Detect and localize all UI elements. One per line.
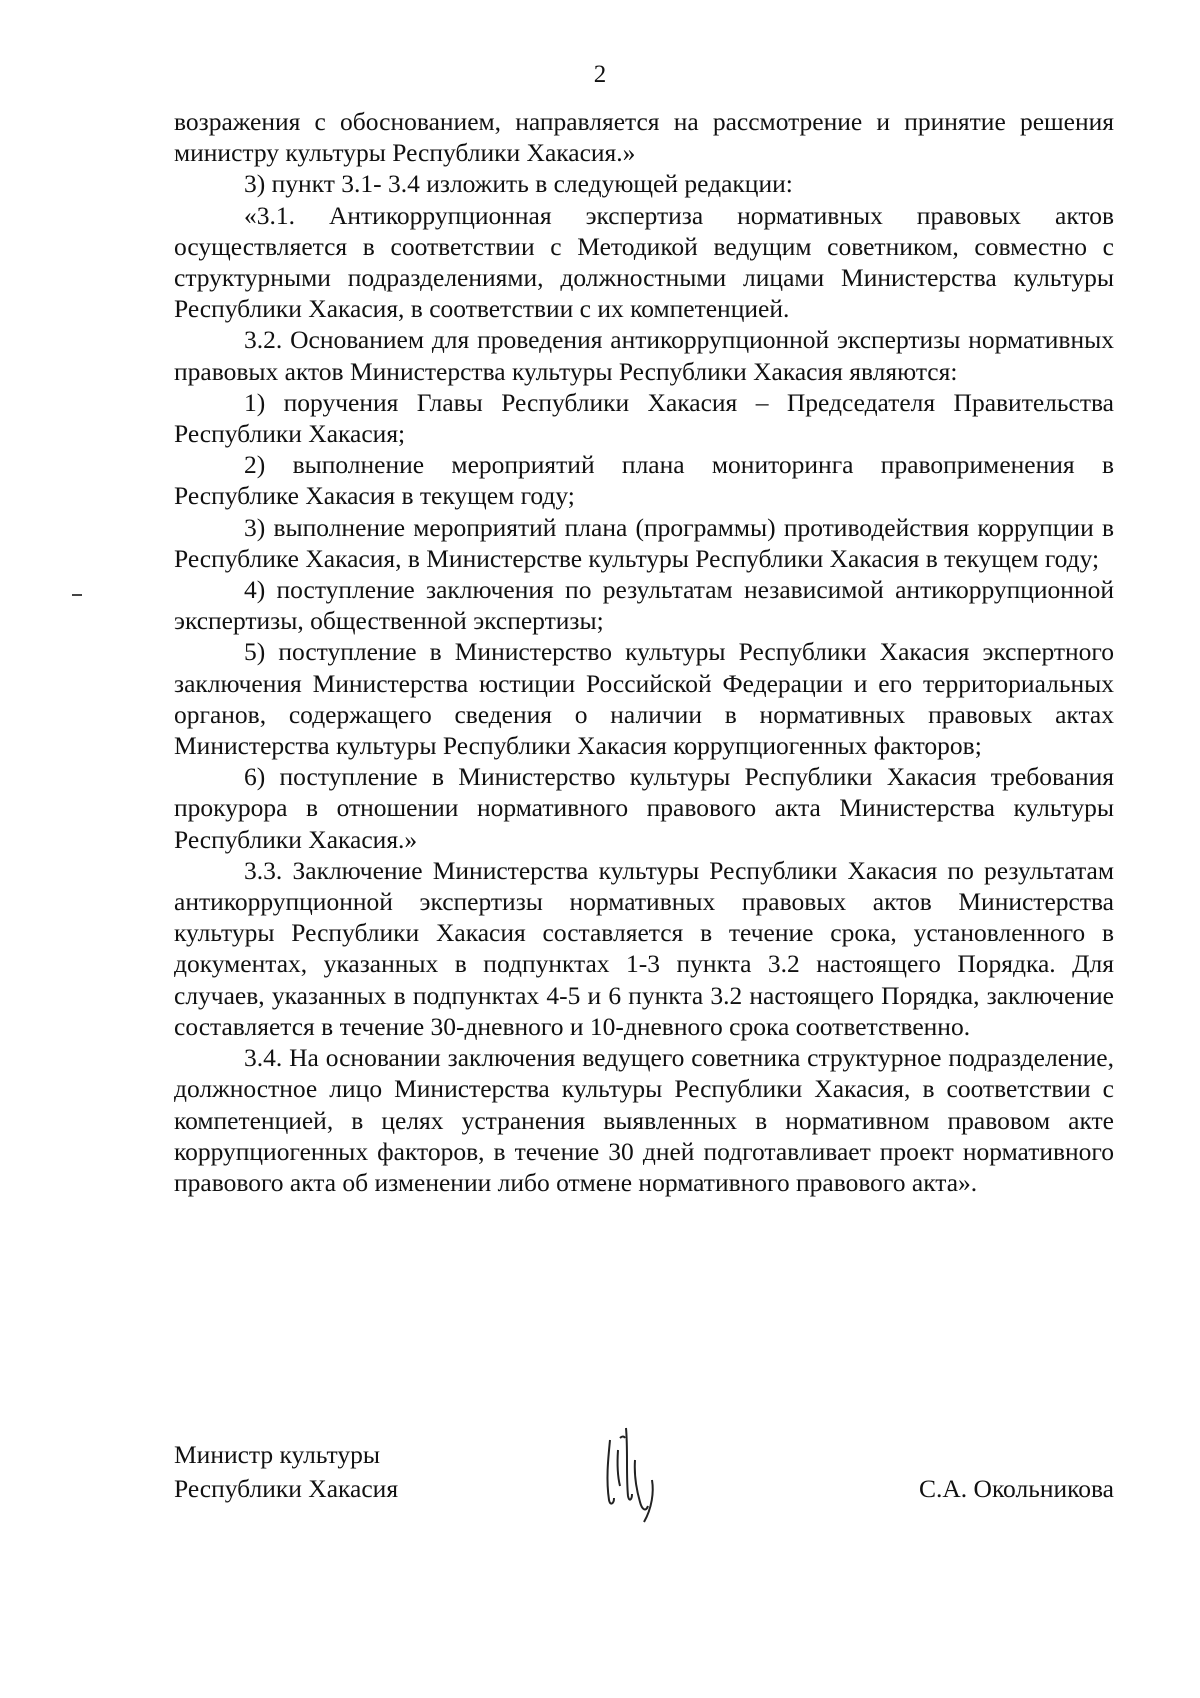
- list-item-3: 3) выполнение мероприятий плана (программы) противодействия коррупции в Республике Хакасия, в Министерстве культуры Республики Хакасия в текущем году;: [174, 512, 1114, 573]
- paragraph-3-2: 3.2. Основанием для проведения антикоррупционной экспертизы нормативных правовых актов Министерства культуры Республики Хакасия являются:: [174, 325, 1114, 386]
- handwritten-signature: [582, 1420, 672, 1530]
- page-number: 2: [593, 61, 607, 88]
- paragraph-3-3: 3.3. Заключение Министерства культуры Республики Хакасия по результатам антикоррупционной экспертизы нормативных правовых актов Министерства культуры Республики Хакасия составляется в течение срока, установленного в документах, указанных в подпунктах 1-3 пункта 3.2 настоящего Порядка. Для случаев, указанных в подпунктах 4-5 и 6 пункта 3.2 настоящего Порядка, заключение составляется в течение 30-дневного и 10-дневного срока соответственно.: [174, 855, 1114, 1041]
- signer-name: С.А. Окольникова: [919, 1474, 1114, 1503]
- paragraph-continuation: возражения с обоснованием, направляется на рассмотрение и принятие решения министру культуры Республики Хакасия.»: [174, 107, 1114, 168]
- list-item-1: 1) поручения Главы Республики Хакасия – Председателя Правительства Республики Хакасия;: [174, 387, 1114, 449]
- signer-title-line2: Республики Хакасия: [174, 1474, 399, 1503]
- paragraph-3-4: 3.4. На основании заключения ведущего советника структурное подразделение, должностное лицо Министерства культуры Республики Хакасия, в соответствии с компетенцией, в целях устранения выявленных в нормативном правовом акте коррупциогенных факторов, в течение 30 дней подготавливает проект нормативного правового акта об изменении либо отмене нормативного правового акта».: [174, 1043, 1114, 1197]
- paragraph-item-3-intro: 3) пункт 3.1- 3.4 изложить в следующей редакции:: [244, 169, 793, 199]
- scan-artifact-mark: [72, 594, 82, 596]
- document-body: [174, 106, 1114, 1198]
- list-item-2: 2) выполнение мероприятий плана мониторинга правоприменения в Республике Хакасия в текущем году;: [174, 450, 1114, 511]
- list-item-6: 6) поступление в Министерство культуры Республики Хакасия требования прокурора в отношении нормативного правового акта Министерства культуры Республики Хакасия.»: [174, 762, 1114, 854]
- list-item-4: 4) поступление заключения по результатам независимой антикоррупционной экспертизы, общественной экспертизы;: [174, 575, 1114, 636]
- paragraph-3-1: «3.1. Антикоррупционная экспертиза нормативных правовых актов осуществляется в соответствии с Методикой ведущим советником, совместно с структурными подразделениями, должностными лицами Министерства культуры Республики Хакасия, в соответствии с их компетенцией.: [174, 200, 1114, 324]
- signature-block: [174, 1438, 1114, 1558]
- signer-title-line1: Министр культуры: [174, 1440, 380, 1469]
- signer-title: [174, 1438, 398, 1506]
- list-item-5: 5) поступление в Министерство культуры Республики Хакасия экспертного заключения Министерства юстиции Российской Федерации и его территориальных органов, содержащего сведения о наличии в нормативных правовых актах Министерства культуры Республики Хакасия коррупциогенных факторов;: [174, 637, 1114, 761]
